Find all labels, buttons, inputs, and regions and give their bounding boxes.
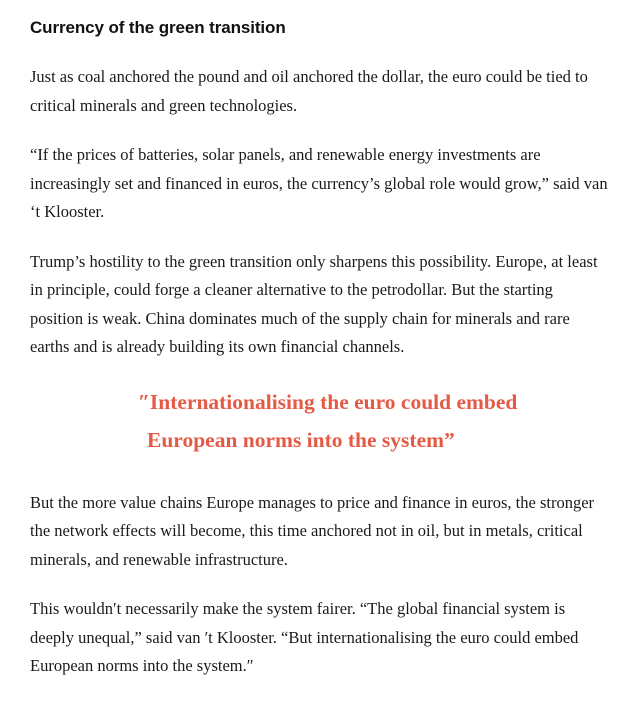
pull-quote-line-1: ″Internationalising the euro could embed [138,389,518,414]
pull-quote [30,383,610,459]
article-body [30,14,610,702]
paragraph: Trump’s hostility to the green transition only sharpens this possibility. Europe, at least in principle, could forge a cleaner alternative to the petrodollar. But the starting position is weak. China dominates much of the supply chain for minerals and rare earths and is already building its own financial channels. [30,251,598,356]
pull-quote-line-2: European norms into the system” [147,427,455,452]
section-heading: Currency of the green transition [30,18,286,37]
paragraph: But the more value chains Europe manages to price and finance in euros, the stronger the network effects will become, this time anchored not in oil, but in metals, critical minerals, and renewable infrastructure. [30,492,595,569]
paragraph: Just as coal anchored the pound and oil anchored the dollar, the euro could be tied to critical minerals and green technologies. [30,67,588,115]
paragraph: “If the prices of batteries, solar panels, and renewable energy investments are increasingly set and financed in euros, the currency’s global role would grow,” said van ‘t Klooster. [30,145,608,221]
paragraph: This wouldn′t necessarily make the system fairer. “The global financial system is deeply unequal,” said van ′t Klooster. “But internationalising the euro could embed European norms into the system.″ [30,599,579,675]
